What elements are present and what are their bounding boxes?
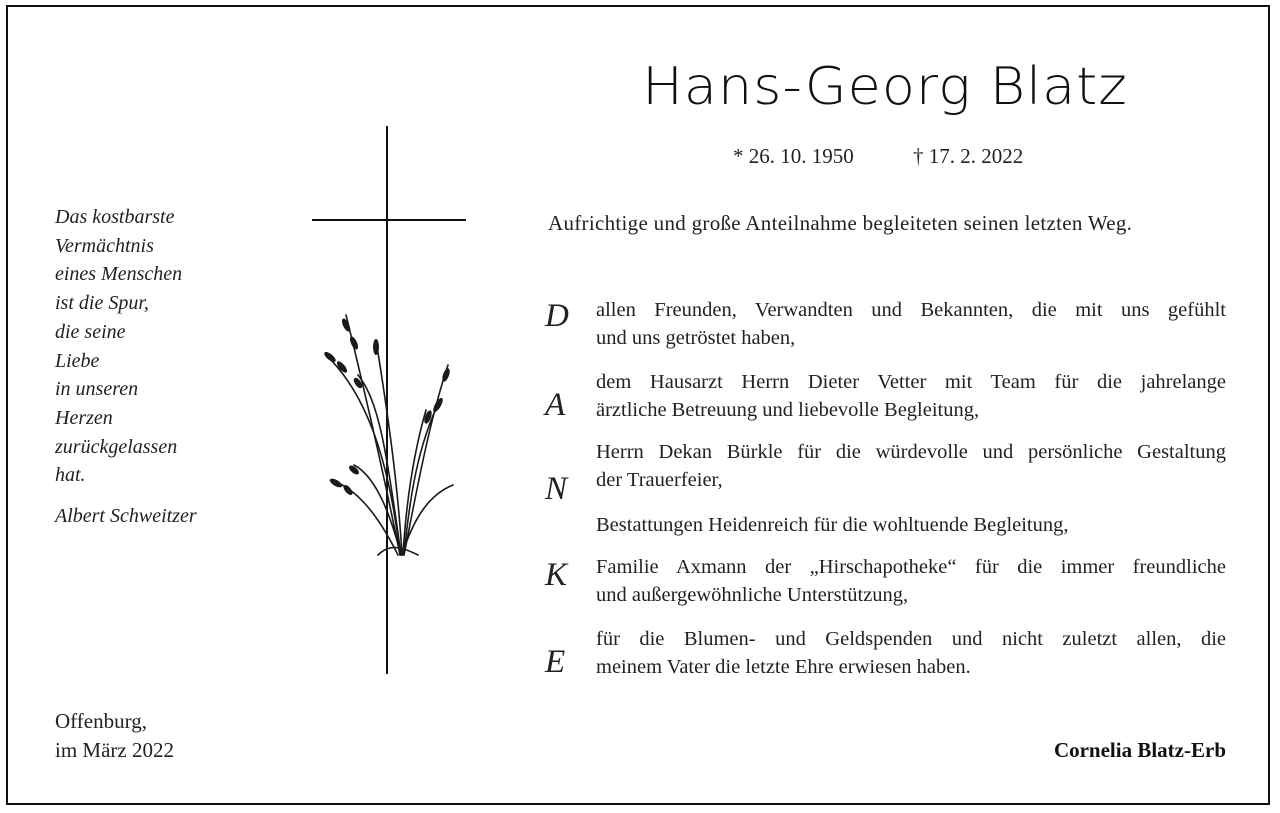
paragraph-line: Familie Axmann der „Hirschapotheke“ für die immer freundliche xyxy=(596,556,1226,578)
paragraph-line: Herrn Dekan Bürkle für die würdevolle und persönliche Gestaltung xyxy=(596,441,1226,463)
quote-line: zurückgelassen xyxy=(55,435,178,458)
quote-line: hat. xyxy=(55,464,86,487)
grass-illustration xyxy=(318,305,458,560)
paragraph-line: Bestattungen Heidenreich für die wohltuende Begleitung, xyxy=(596,514,1069,536)
paragraph-line: allen Freunden, Verwandten und Bekannten, die mit uns gefühlt xyxy=(596,299,1226,321)
paragraph-line: der Trauerfeier, xyxy=(596,469,723,491)
quote-line: Vermächtnis xyxy=(55,234,154,257)
paragraph-line: für die Blumen- und Geldspenden und nicht zuletzt allen, die xyxy=(596,628,1226,650)
danke-letter: K xyxy=(545,557,568,593)
paragraph-line: und uns getröstet haben, xyxy=(596,327,796,349)
thanks-paragraph xyxy=(596,368,1226,424)
danke-letter: N xyxy=(545,471,568,507)
quote-line: Liebe xyxy=(55,349,100,372)
date-line: im März 2022 xyxy=(55,738,174,762)
deceased-name: Hans-Georg Blatz xyxy=(642,56,1128,117)
quote-author: Albert Schweitzer xyxy=(55,505,197,527)
quote-block xyxy=(55,203,182,490)
place-line: Offenburg, xyxy=(55,709,147,733)
paragraph-line: dem Hausarzt Herrn Dieter Vetter mit Team für die jahrelange xyxy=(596,371,1226,393)
quote-line: Herzen xyxy=(55,406,113,429)
paragraph-line: ärztliche Betreuung und liebevolle Begleitung, xyxy=(596,399,980,421)
danke-letter: D xyxy=(545,298,569,334)
danke-letter: A xyxy=(545,387,566,423)
thanks-paragraph xyxy=(596,625,1226,681)
paragraph-line: meinem Vater die letzte Ehre erwiesen haben. xyxy=(596,656,971,678)
thanks-paragraph xyxy=(596,438,1226,494)
quote-line: ist die Spur, xyxy=(55,292,149,315)
place-date xyxy=(55,707,174,765)
danke-letter: E xyxy=(545,644,566,680)
paragraph-line: und außergewöhnliche Unterstützung, xyxy=(596,584,909,606)
intro-text: Aufrichtige und große Anteilnahme begleiteten seinen letzten Weg. xyxy=(548,211,1133,235)
cross-bar xyxy=(312,219,466,221)
quote-line: in unseren xyxy=(55,378,139,401)
birth-date: * 26. 10. 1950 xyxy=(733,144,854,168)
quote-line: eines Menschen xyxy=(55,263,183,286)
thanks-paragraph xyxy=(596,511,1226,539)
thanks-paragraph xyxy=(596,296,1226,352)
quote-line: Das kostbarste xyxy=(55,206,175,228)
death-date: † 17. 2. 2022 xyxy=(913,144,1024,168)
thanks-paragraph xyxy=(596,553,1226,609)
quote-line: die seine xyxy=(55,320,126,343)
signature: Cornelia Blatz-Erb xyxy=(1053,738,1226,762)
